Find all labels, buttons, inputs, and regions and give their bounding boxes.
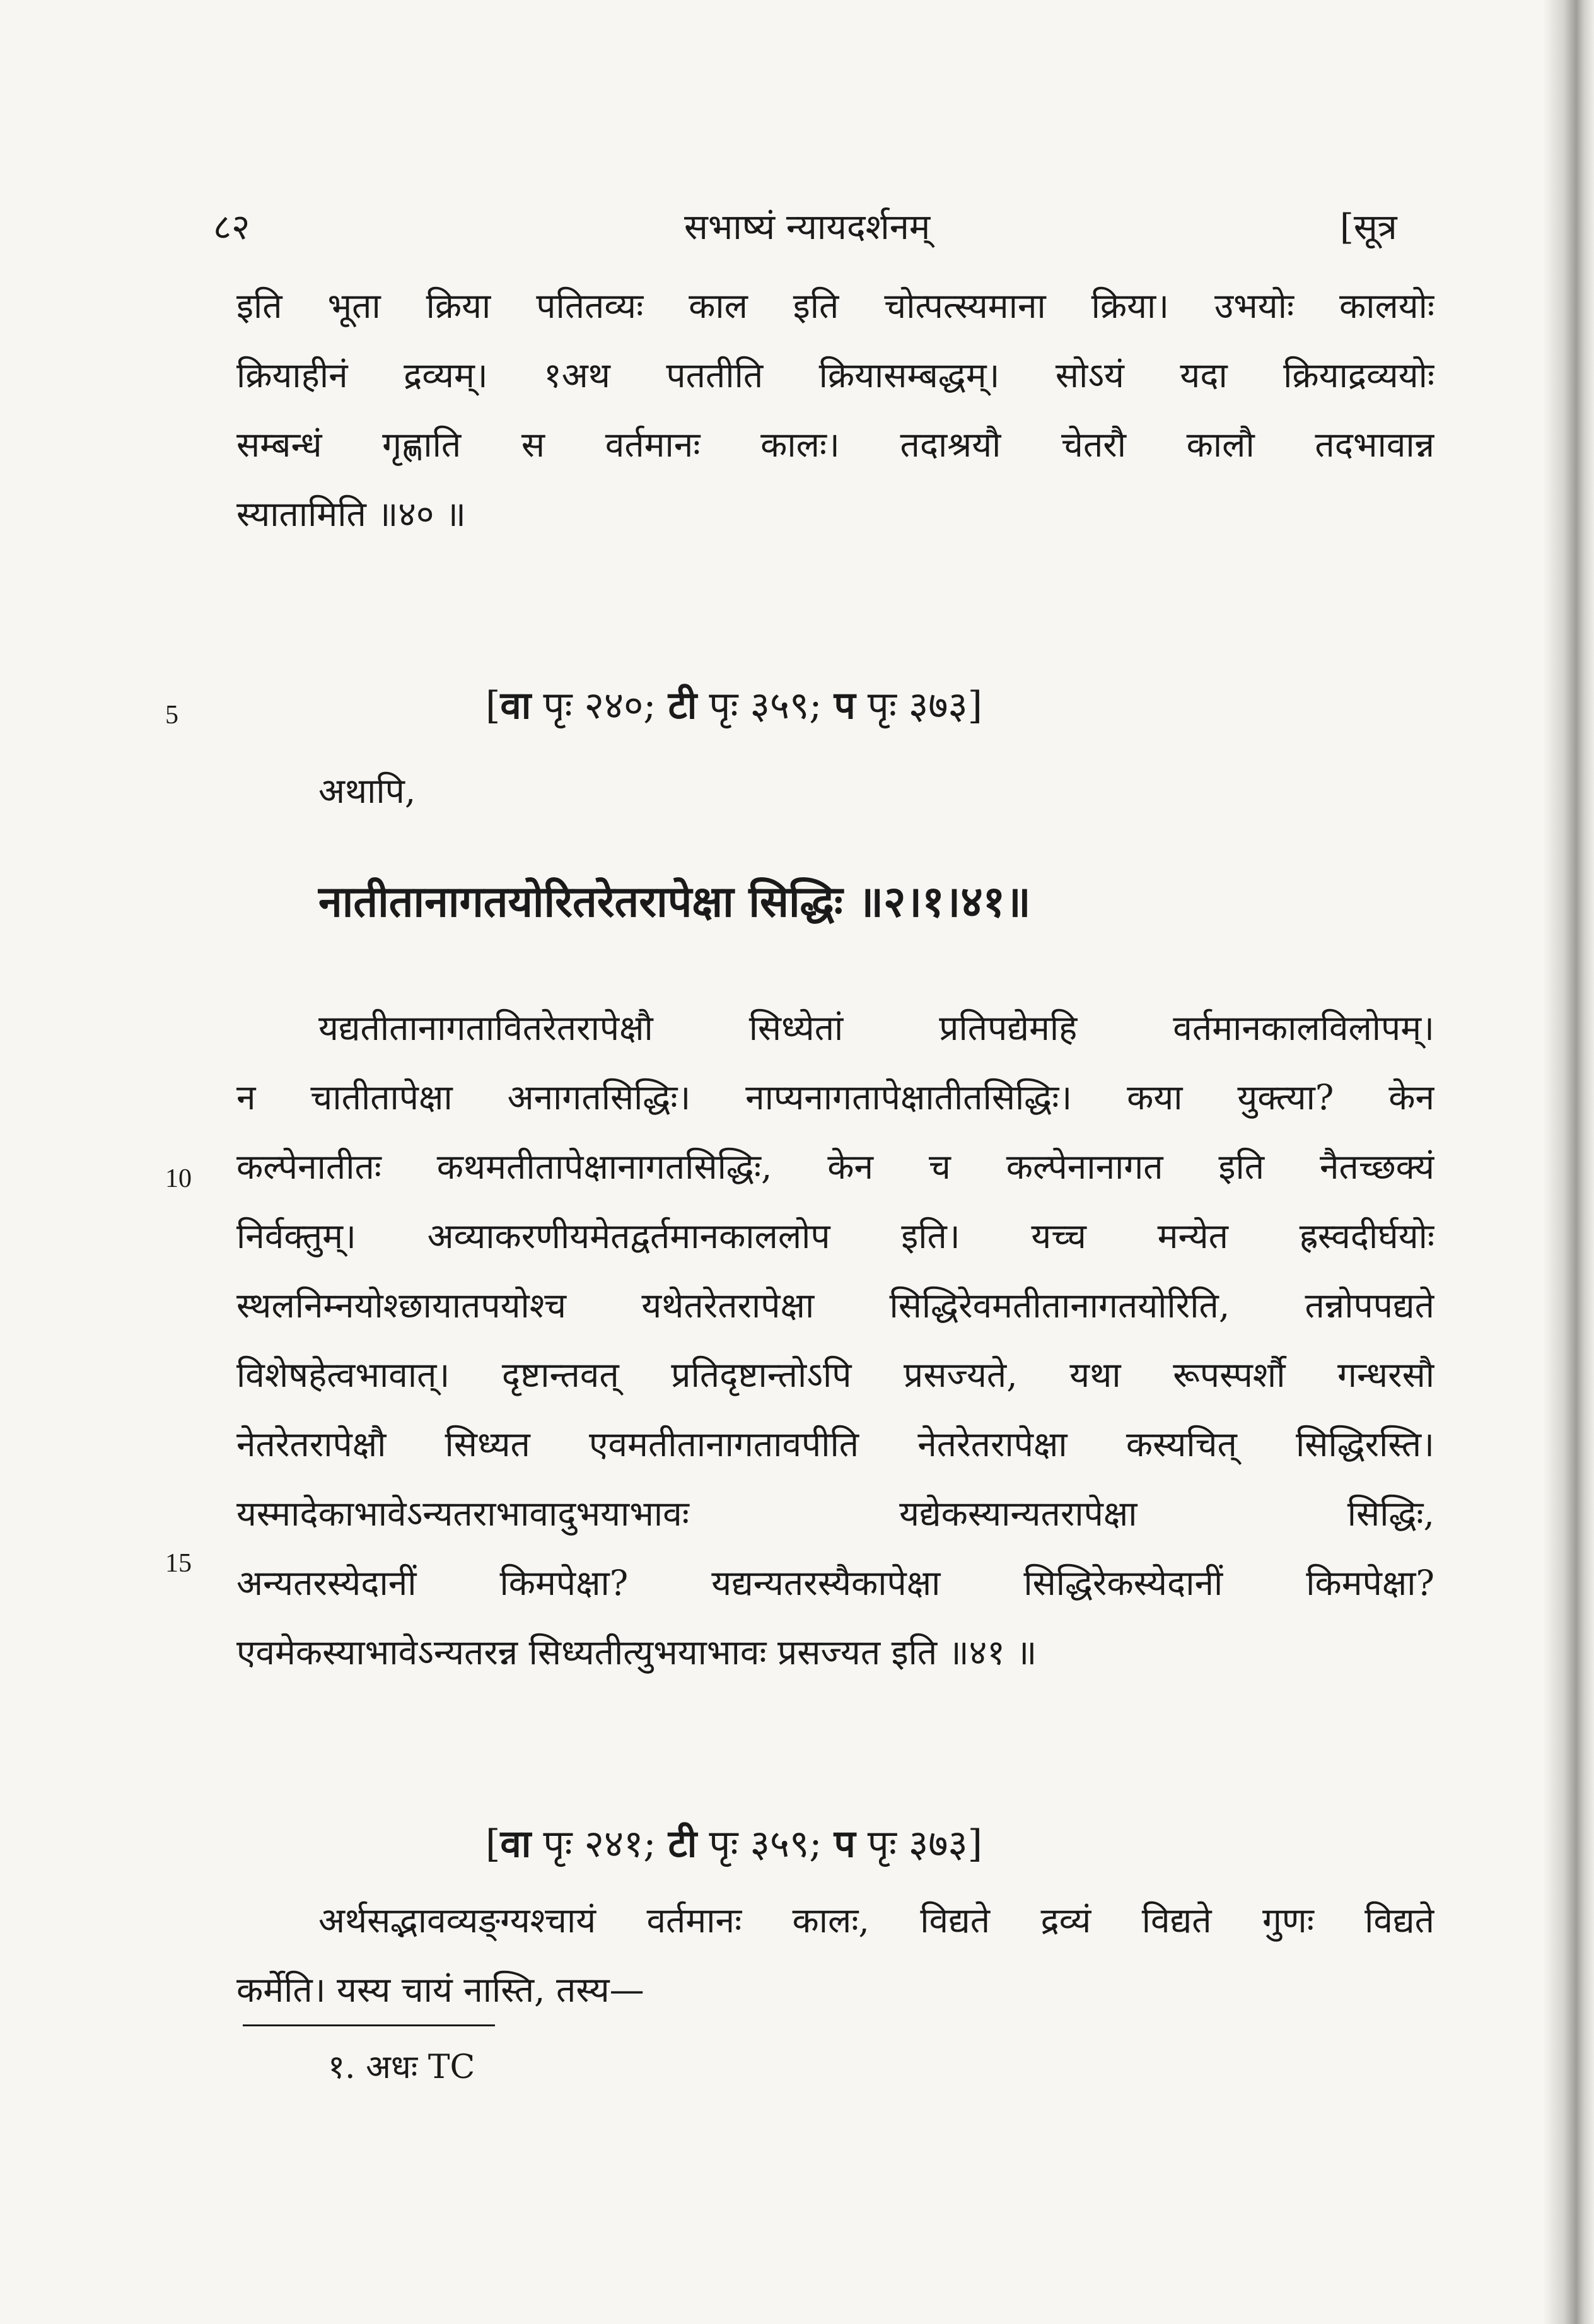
ref-ti: टी xyxy=(668,1822,697,1866)
ref-pa: प xyxy=(834,1822,856,1866)
ref-open-bracket: [ xyxy=(486,1822,501,1866)
text-line: क्रियाहीनं द्रव्यम्। १अथ पततीति क्रियासम्बद्धम्। सोऽयं यदा क्रियाद्रव्ययोः xyxy=(236,355,1434,395)
ref-ti: टी xyxy=(668,684,697,728)
text-line: कर्मेति। यस्य चायं नास्ति, तस्य— xyxy=(236,1970,644,2010)
ref-open-bracket: [ xyxy=(486,684,501,728)
page-number: ८२ xyxy=(213,207,250,248)
line-number-15: 15 xyxy=(165,1549,192,1578)
ref-va: वा xyxy=(500,1822,532,1866)
text-line: स्यातामिति ॥४० ॥ xyxy=(236,494,466,534)
running-title: सभाष्यं न्यायदर्शनम् xyxy=(684,207,931,248)
text-line: कल्पेनातीतः कथमतीतापेक्षानागतसिद्धिः, केन च कल्पेनानागत इति नैतच्छक्यं xyxy=(236,1147,1434,1187)
ref-va-page: पृः २४०; xyxy=(531,684,668,728)
text-line: विशेषहेत्वभावात्। दृष्टान्तवत् प्रतिदृष्टान्तोऽपि प्रसज्यते, यथा रूपस्पर्शौ गन्धरसौ xyxy=(236,1355,1434,1395)
ref-pa-page: पृः ३७३] xyxy=(855,1822,983,1866)
reference-line-1 xyxy=(486,678,982,730)
text-line: स्थलनिम्नयोश्छायातपयोश्च यथेतरेतरापेक्षा सिद्धिरेवमतीतानागतयोरिति, तन्नोपपद्यते xyxy=(236,1285,1434,1326)
text-line: सम्बन्धं गृह्णाति स वर्तमानः कालः। तदाश्रयौ चेतरौ कालौ तदभावान्न xyxy=(236,424,1434,465)
text-line: निर्वक्तुम्। अव्याकरणीयमेतद्वर्तमानकाललोप इति। यच्च मन्येत ह्रस्वदीर्घयोः xyxy=(236,1216,1434,1256)
text-line: अन्यतरस्येदानीं किमपेक्षा? यद्यन्यतरस्यैकापेक्षा सिद्धिरेकस्येदानीं किमपेक्षा? xyxy=(236,1563,1434,1603)
text-line: एवमेकस्याभावेऽन्यतरन्न सिध्यतीत्युभयाभावः प्रसज्यत इति ॥४१ ॥ xyxy=(236,1632,1037,1673)
section-mark: [सूत्र xyxy=(1340,207,1397,248)
line-number-5: 5 xyxy=(165,701,178,730)
footnote: १. अधः TC xyxy=(328,2048,475,2086)
ref-va-page: पृः २४१; xyxy=(531,1822,668,1866)
ref-va: वा xyxy=(500,684,532,728)
line-number-10: 10 xyxy=(165,1164,192,1193)
sutra-heading: नातीतानागतयोरितरेतरापेक्षा सिद्धिः ॥२।१।४१॥ xyxy=(318,877,1031,927)
ref-pa: प xyxy=(834,684,856,728)
commentary-block-3 xyxy=(236,1886,1434,2024)
commentary-block-1 xyxy=(236,271,1434,549)
ref-ti-page: पृः ३५९; xyxy=(697,684,834,728)
athapi-text: अथापि, xyxy=(318,771,416,811)
text-line: यस्मादेकाभावेऽन्यतराभावादुभयाभावः यद्येकस्यान्यतरापेक्षा सिद्धिः, xyxy=(236,1493,1434,1534)
text-line: नेतरेतरापेक्षौ सिध्यत एवमतीतानागतावपीति नेतरेतरापेक्षा कस्यचित् सिद्धिरस्ति। xyxy=(236,1424,1434,1464)
text-line: अर्थसद्भावव्यङ्ग्यश्चायं वर्तमानः कालः, विद्यते द्रव्यं विद्यते गुणः विद्यते xyxy=(318,1900,1434,1941)
ref-pa-page: पृः ३७३] xyxy=(855,684,983,728)
text-line: इति भूता क्रिया पतितव्यः काल इति चोत्पत्स्यमाना क्रिया। उभयोः कालयोः xyxy=(236,286,1434,326)
text-line: न चातीतापेक्षा अनागतसिद्धिः। नाप्यनागतापेक्षातीतसिद्धिः। कया युक्त्या? केन xyxy=(236,1077,1434,1118)
commentary-block-2 xyxy=(236,993,1434,1687)
ref-ti-page: पृः ३५९; xyxy=(697,1822,834,1866)
footnote-divider xyxy=(243,2024,495,2026)
text-line: यद्यतीतानागतावितरेतरापेक्षौ सिध्येतां प्रतिपद्येमहि वर्तमानकालविलोपम्। xyxy=(318,1008,1434,1048)
reference-line-2 xyxy=(486,1816,982,1868)
page-binding-edge xyxy=(1544,0,1594,2324)
